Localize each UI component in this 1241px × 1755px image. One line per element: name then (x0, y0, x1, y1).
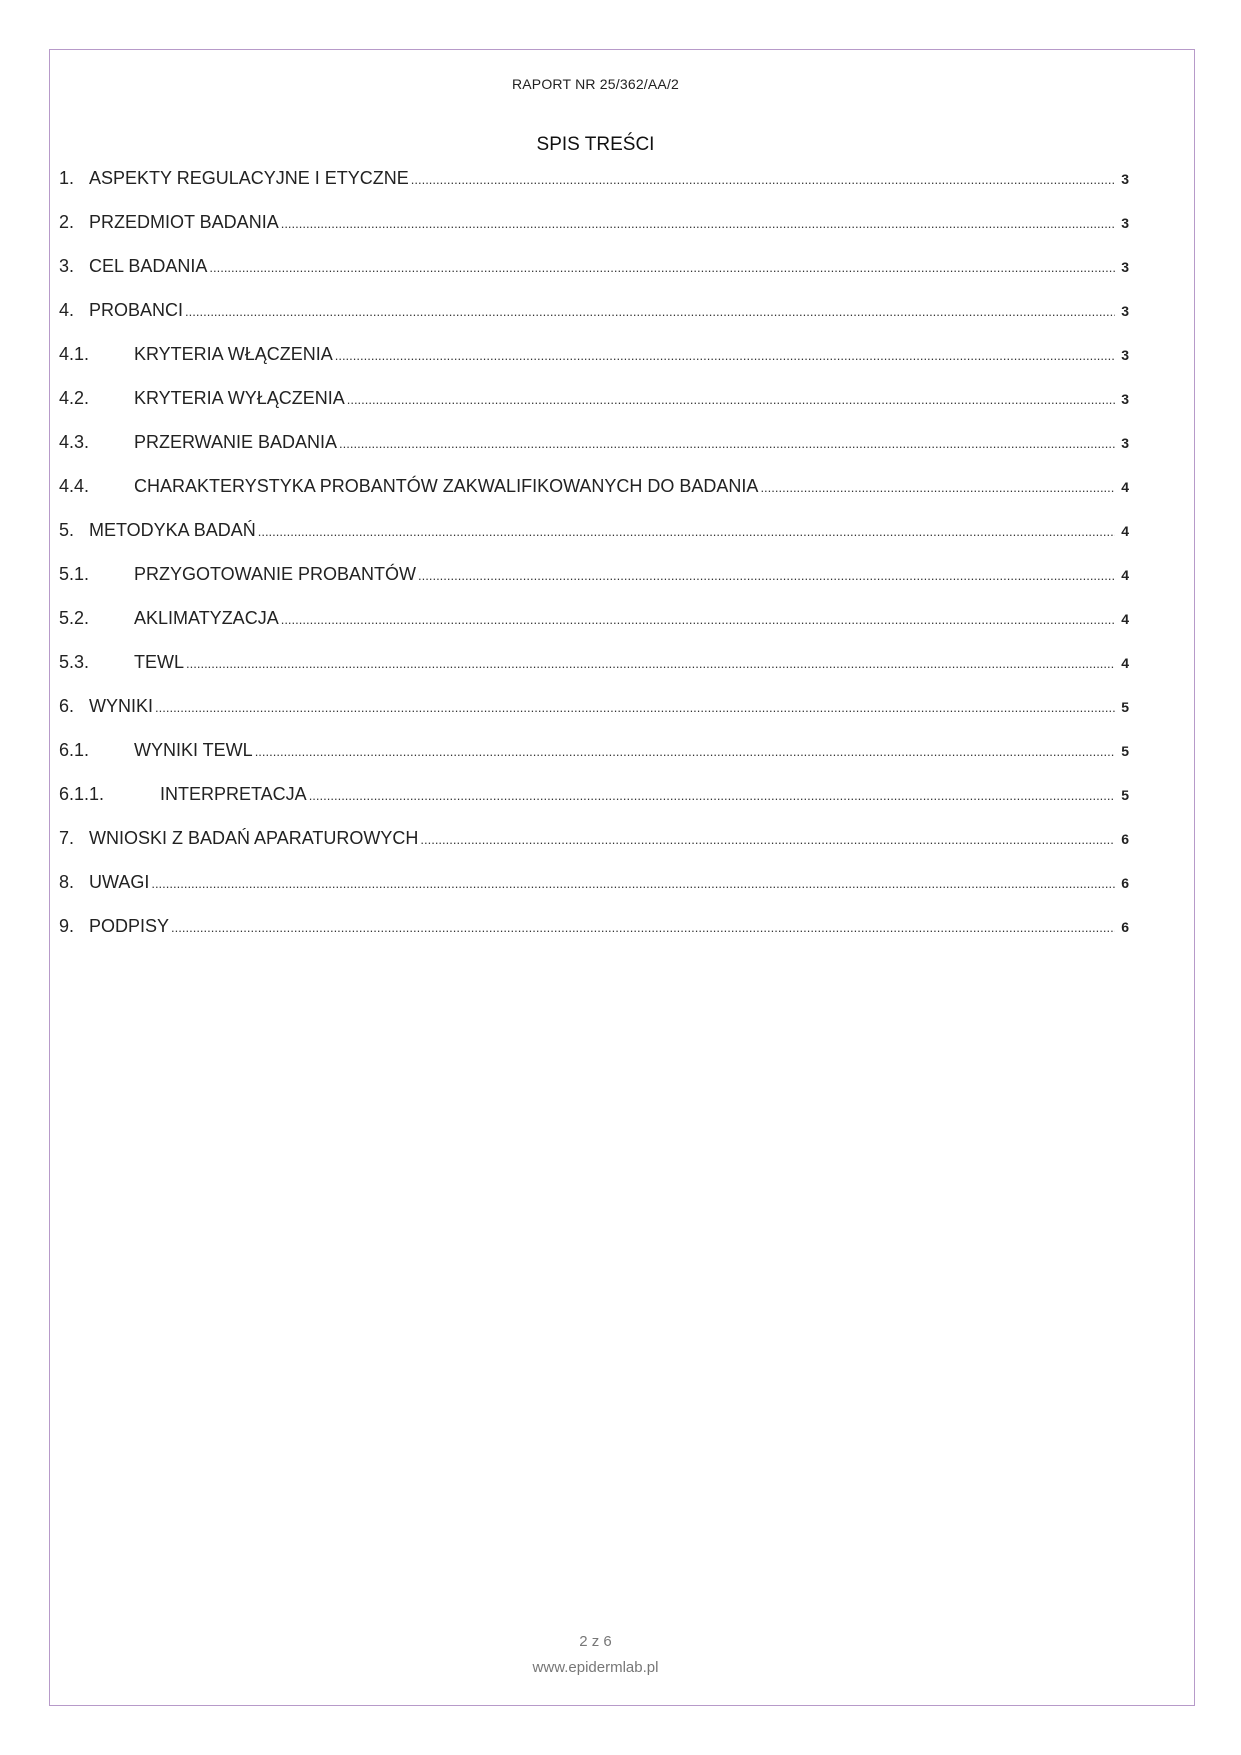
toc-entry-label: INTERPRETACJA (160, 784, 307, 804)
toc-entry[interactable] (59, 298, 1129, 322)
toc-entry[interactable] (59, 210, 1129, 234)
toc-entry-page: 5 (1121, 787, 1129, 803)
toc-entry-page: 5 (1121, 699, 1129, 715)
toc-dot-leader (411, 168, 1115, 192)
toc-entry-label: PROBANCI (89, 300, 184, 320)
toc-dot-leader (281, 212, 1115, 236)
toc-dot-leader (347, 388, 1115, 412)
toc-entry[interactable] (59, 166, 1129, 190)
toc-entry-label: WYNIKI TEWL (134, 740, 253, 760)
toc-entry-number: 1. (59, 168, 75, 188)
toc-dot-leader (171, 916, 1115, 940)
toc-entry-page: 4 (1121, 479, 1129, 495)
toc-entry-label: CHARAKTERYSTYKA PROBANTÓW ZAKWALIFIKOWANYCH DO BADANIA (134, 476, 759, 496)
toc-entry-page: 5 (1121, 743, 1129, 759)
toc-entry-number: 5. (59, 520, 75, 540)
toc-entry-label: METODYKA BADAŃ (89, 520, 256, 540)
toc-entry-page: 6 (1121, 875, 1129, 891)
toc-entry-number: 4.2. (59, 388, 90, 408)
toc-entry-page: 3 (1121, 303, 1129, 319)
toc-entry-label: CEL BADANIA (89, 256, 208, 276)
toc-entry-page: 4 (1121, 523, 1129, 539)
toc-entry[interactable] (59, 870, 1129, 894)
toc-dot-leader (209, 256, 1115, 280)
toc-entry-page: 4 (1121, 611, 1129, 627)
toc-entry[interactable] (59, 826, 1129, 850)
toc-dot-leader (760, 476, 1115, 500)
toc-dot-leader (255, 740, 1115, 764)
toc-entry-label: KRYTERIA WŁĄCZENIA (134, 344, 333, 364)
toc-entry-label: UWAGI (89, 872, 150, 892)
page-number-footer: 2 z 6 (579, 1633, 612, 1650)
website-link[interactable]: www.epidermlab.pl (532, 1659, 659, 1676)
toc-entry-label: PRZEDMIOT BADANIA (89, 212, 279, 232)
toc-entry-page: 3 (1121, 391, 1129, 407)
report-number-header: RAPORT NR 25/362/AA/2 (511, 76, 680, 92)
toc-entry-page: 4 (1121, 567, 1129, 583)
toc-dot-leader (309, 784, 1115, 808)
toc-entry-label: PODPISY (89, 916, 170, 936)
toc-entry[interactable] (59, 562, 1129, 586)
toc-dot-leader (151, 872, 1115, 896)
toc-entry[interactable] (59, 914, 1129, 938)
toc-entry[interactable] (59, 738, 1129, 762)
toc-entry-page: 4 (1121, 655, 1129, 671)
toc-entry-label: TEWL (134, 652, 185, 672)
toc-entry[interactable] (59, 694, 1129, 718)
toc-dot-leader (339, 432, 1115, 456)
toc-entry-number: 6. (59, 696, 75, 716)
toc-dot-leader (185, 300, 1115, 324)
toc-entry-number: 4.1. (59, 344, 90, 364)
toc-entry-number: 4.4. (59, 476, 90, 496)
toc-entry-page: 3 (1121, 171, 1129, 187)
toc-entry-number: 5.1. (59, 564, 90, 584)
toc-entry[interactable] (59, 254, 1129, 278)
toc-entry-page: 3 (1121, 259, 1129, 275)
toc-entry[interactable] (59, 782, 1129, 806)
toc-entry[interactable] (59, 386, 1129, 410)
toc-entry[interactable] (59, 606, 1129, 630)
toc-dot-leader (335, 344, 1115, 368)
toc-entry-number: 5.2. (59, 608, 90, 628)
toc-entry-page: 3 (1121, 435, 1129, 451)
toc-entry-number: 4.3. (59, 432, 90, 452)
toc-entry-number: 3. (59, 256, 75, 276)
toc-entry-page: 3 (1121, 347, 1129, 363)
toc-entry-number: 4. (59, 300, 75, 320)
toc-entry-label: AKLIMATYZACJA (134, 608, 279, 628)
toc-entry-number: 2. (59, 212, 75, 232)
toc-entry[interactable] (59, 650, 1129, 674)
toc-entry-number: 6.1. (59, 740, 90, 760)
toc-dot-leader (258, 520, 1115, 544)
toc-entry-label: WNIOSKI Z BADAŃ APARATUROWYCH (89, 828, 419, 848)
toc-entry-number: 9. (59, 916, 75, 936)
toc-entry-label: WYNIKI (89, 696, 154, 716)
toc-entry-label: ASPEKTY REGULACYJNE I ETYCZNE (89, 168, 409, 188)
toc-entry-label: PRZYGOTOWANIE PROBANTÓW (134, 564, 417, 584)
toc-dot-leader (281, 608, 1115, 632)
toc-entry[interactable] (59, 518, 1129, 542)
toc-entry-number: 5.3. (59, 652, 90, 672)
toc-entry-label: PRZERWANIE BADANIA (134, 432, 338, 452)
toc-dot-leader (186, 652, 1115, 676)
toc-entry[interactable] (59, 474, 1129, 498)
toc-entry-number: 8. (59, 872, 75, 892)
toc-entry-page: 6 (1121, 831, 1129, 847)
toc-entry[interactable] (59, 342, 1129, 366)
toc-entry-number: 7. (59, 828, 75, 848)
toc-title: SPIS TREŚCI (536, 134, 655, 155)
toc-dot-leader (155, 696, 1115, 720)
toc-entry-number: 6.1.1. (59, 784, 105, 804)
toc-entry[interactable] (59, 430, 1129, 454)
toc-dot-leader (418, 564, 1115, 588)
toc-entry-label: KRYTERIA WYŁĄCZENIA (134, 388, 345, 408)
toc-entry-page: 6 (1121, 919, 1129, 935)
toc-entry-page: 3 (1121, 215, 1129, 231)
toc-dot-leader (420, 828, 1115, 852)
